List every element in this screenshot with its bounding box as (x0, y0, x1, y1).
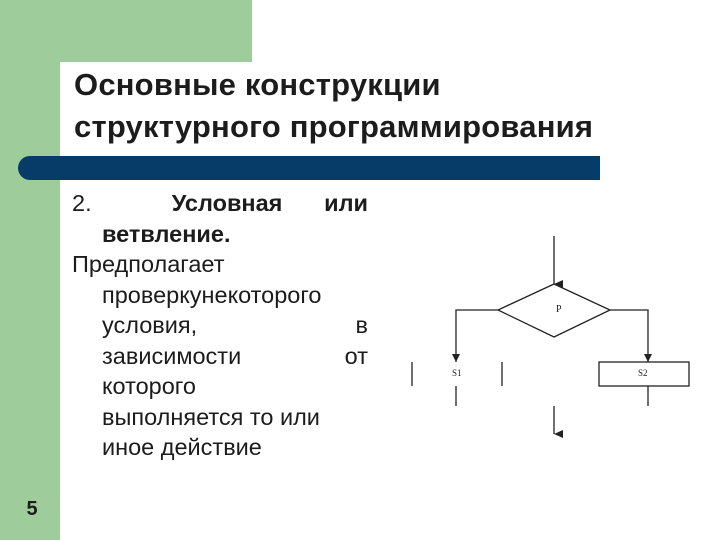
side-band (0, 0, 60, 540)
text-fragment: в (355, 312, 368, 338)
paragraph-1 (72, 188, 368, 249)
decision-diamond (498, 284, 610, 337)
paragraph-2-line (102, 310, 368, 341)
s2-label: S2 (638, 368, 648, 378)
text-fragment: проверкунекоторого (102, 281, 322, 308)
text-fragment: от (344, 342, 368, 369)
s1-label: S1 (452, 368, 462, 378)
slide-title-line2: структурного программирования (74, 109, 594, 144)
paragraph-2-line (102, 341, 368, 372)
condition-label: P (556, 304, 562, 315)
paragraph-2-line (102, 280, 368, 311)
paragraph-2-line (102, 432, 368, 463)
paragraph-2-line (102, 402, 368, 433)
slide-title (74, 64, 694, 148)
slide-body (72, 188, 368, 463)
paragraph-2 (72, 249, 368, 463)
title-underline-bar (18, 156, 600, 180)
paragraph-1-line1 (72, 188, 368, 219)
text-fragment: которого (102, 373, 196, 399)
item-number: 2. (72, 190, 92, 216)
slide-title-line1: Основные конструкции (74, 67, 441, 102)
text-fragment: иное действие (102, 434, 262, 460)
right-branch-line (610, 310, 648, 362)
text-fragment: условия, (102, 312, 198, 338)
top-band (0, 0, 252, 62)
left-branch-arrowhead (452, 354, 460, 362)
right-branch-arrowhead (644, 354, 652, 362)
branching-flowchart (404, 234, 700, 440)
term-word-1: Условная (171, 190, 283, 216)
text-fragment: зависимости (102, 342, 242, 369)
slide-number: 5 (26, 498, 38, 520)
text-fragment: выполняется то или (102, 403, 320, 430)
paragraph-2-body (72, 280, 368, 463)
term-word-2: или (324, 190, 368, 216)
left-branch-line (456, 310, 498, 362)
paragraph-2-line (102, 371, 368, 402)
paragraph-2-first-line: Предполагает (72, 251, 225, 277)
paragraph-1-line2: ветвление. (102, 220, 231, 247)
